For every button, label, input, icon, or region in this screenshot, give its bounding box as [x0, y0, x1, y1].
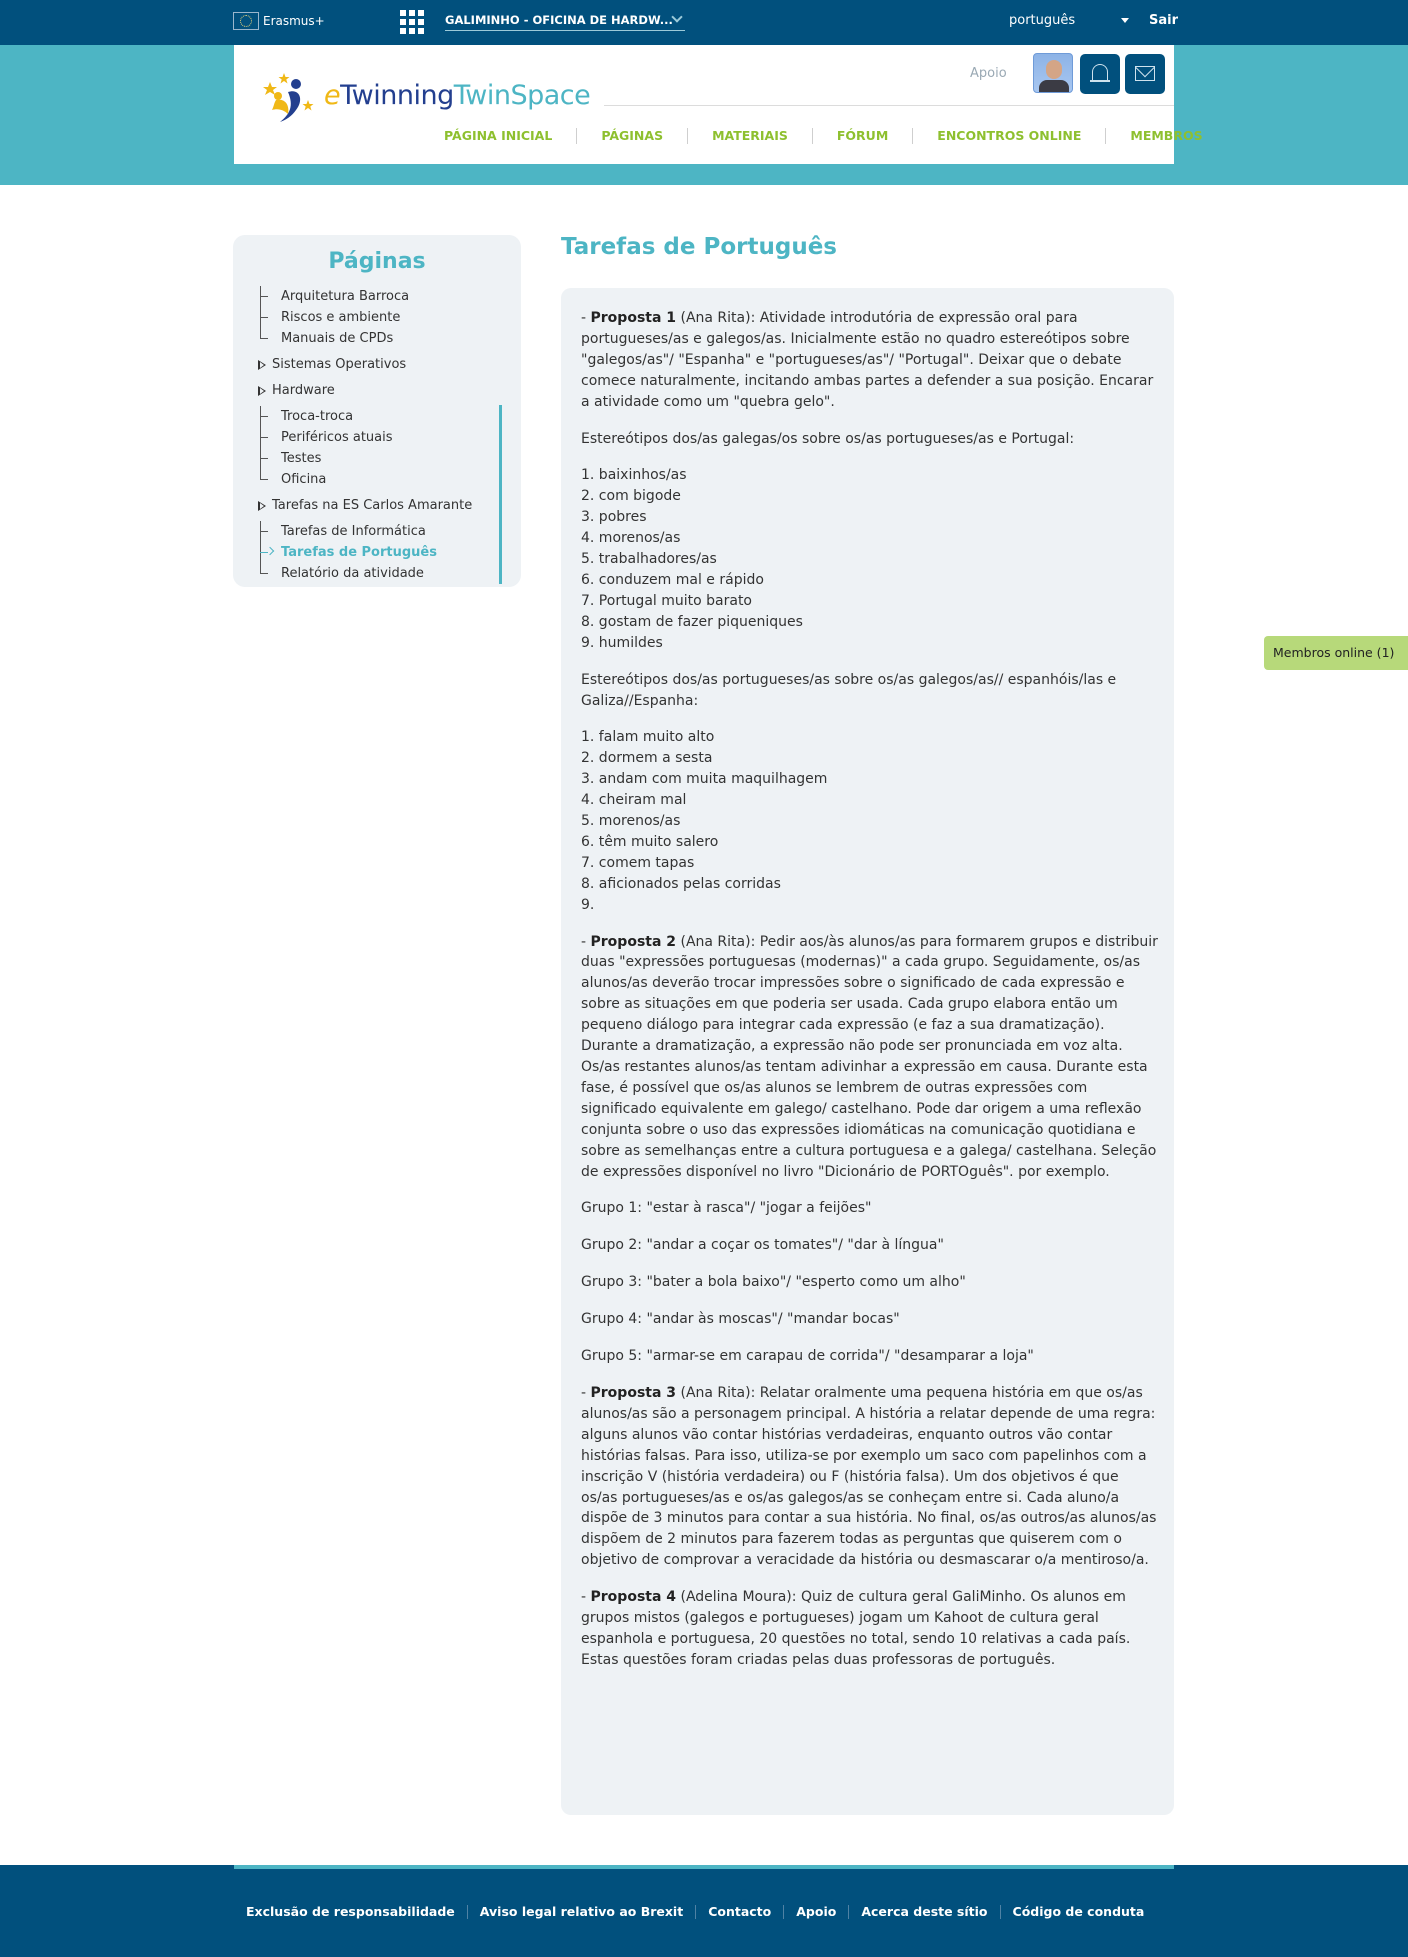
- list2: 1. falam muito alto 2. dormem a sesta 3. andam com muita maquilhagem 4. cheiram mal 5. morenos/as 6. têm muito salero 7. comem tapas 8. aficionados pelas corridas 9.: [581, 729, 828, 913]
- group-5: Grupo 5: "armar-se em carapau de corrida"/ "desamparar a loja": [581, 1348, 1034, 1365]
- tree-folder-tarefas-es-carlos-amarante[interactable]: Tarefas na ES Carlos Amarante: [257, 495, 507, 516]
- group-4: Grupo 4: "andar às moscas"/ "mandar bocas": [581, 1311, 900, 1328]
- language-label: português: [1009, 13, 1076, 28]
- group-2: Grupo 2: "andar a coçar os tomates"/ "dar à língua": [581, 1237, 944, 1254]
- tree-item-testes[interactable]: Testes: [257, 448, 507, 469]
- pages-tree: [257, 286, 507, 584]
- logout-link[interactable]: Sair: [1149, 13, 1179, 28]
- footer-accent-line: [234, 1865, 1174, 1869]
- proposal-1: - Proposta 1 (Ana Rita): Atividade introdutória de expressão oral para portugueses/as e galegos/as. Inicialmente estão no quadro estereótipos sobre "galegos/as"/ "Espanha" e "portugueses/as"/ "Portugal". Deixar que o debate comece naturalmente, incitando ambas partes a defender a sua posição. Encarar a atividade como um "quebra gelo".: [581, 310, 1154, 410]
- nav-materials[interactable]: MATERIAIS: [688, 128, 813, 144]
- proposal-2: - Proposta 2 (Ana Rita): Pedir aos/às alunos/as para formarem grupos e distribuir duas "expressões portuguesas (modernas)" a cada grupo. Seguidamente, os/as alunos/as deverão trocar impressões sobre o significado de cada expressão e sobre as situações em que poderia ser usada. Cada grupo elabora então um pequeno diálogo para integrar cada expressão (e faz a sua dramatização). Durante a dramatização, a expressão não pode ser pronunciada em voz alta. Os/as restantes alunos/as tentam adivinhar a expressão em causa. Durante esta fase, é possível que os/as alunos se lembrem de outras expressões com significado equivalente em galego/ castelhano. Pode dar origem a uma reflexão conjunta sobre o uso das expressões idiomáticas na comunicação quotidiana e sobre as semelhanças entre a cultura portuguesa e a galega/ castelhana. Seleção de expressões disponível no livro "Dicionário de PORTOguês". por exemplo.: [581, 933, 1158, 1180]
- notifications-button[interactable]: [1080, 54, 1120, 94]
- content-text: [581, 308, 1159, 1687]
- caret-down-icon: [1121, 18, 1129, 23]
- list1: 1. baixinhos/as 2. com bigode 3. pobres 4. morenos/as 5. trabalhadores/as 6. conduzem mal e rápido 7. Portugal muito barato 8. gostam de fazer piqueniques 9. humildes: [581, 467, 803, 651]
- list2-title: Estereótipos dos/as portugueses/as sobre os/as galegos/as// espanhóis/las e Galiza//Espanha:: [581, 671, 1117, 709]
- footer-link-support[interactable]: Apoio: [784, 1905, 849, 1919]
- mail-icon: [1135, 66, 1155, 81]
- language-selector[interactable]: [1009, 13, 1129, 28]
- footer-link-about[interactable]: Acerca deste sítio: [849, 1905, 1000, 1919]
- tree-item-manuais-cpds[interactable]: Manuais de CPDs: [257, 328, 507, 349]
- pages-sidebar: [233, 235, 521, 587]
- footer-links: [234, 1905, 1156, 1919]
- eu-flag-icon: [233, 12, 259, 30]
- messages-button[interactable]: [1125, 54, 1165, 94]
- tree-folder-sistemas-operativos[interactable]: Sistemas Operativos: [257, 354, 507, 375]
- logo-wordmark: eTwinningTwinSpace: [324, 80, 591, 111]
- chevron-down-icon: [671, 11, 682, 22]
- tree-item-arquitetura-barroca[interactable]: Arquitetura Barroca: [257, 286, 507, 307]
- site-footer: [0, 1865, 1408, 1957]
- top-bar: [0, 0, 1408, 45]
- group-3: Grupo 3: "bater a bola baixo"/ "esperto como um alho": [581, 1274, 966, 1291]
- tree-item-troca-troca[interactable]: Troca-troca: [257, 406, 507, 427]
- nav-home[interactable]: PÁGINA INICIAL: [420, 128, 577, 144]
- tree-item-tarefas-portugues[interactable]: Tarefas de Português: [257, 542, 507, 563]
- erasmus-label: Erasmus+: [263, 14, 325, 28]
- project-selector[interactable]: [445, 13, 685, 31]
- tree-folder-hardware[interactable]: Hardware: [257, 380, 507, 401]
- nav-forum[interactable]: FÓRUM: [813, 128, 913, 144]
- sidebar-scrollbar[interactable]: [499, 405, 502, 584]
- proposal-3: - Proposta 3 (Ana Rita): Relatar oralmente uma pequena história em que os/as alunos/as são a personagem principal. A história a relatar depende de uma regra: alguns alunos vão contar histórias verdadeiras, enquanto outros vão contar histórias falsas. Para isso, utiliza-se por exemplo um saco com papelinhos com a inscrição V (história verdadeira) ou F (história falsa). Um dos objetivos é que os/as portugueses/as e os/as galegos/as se conheçam entre si. Cada aluno/a dispõe de 3 minutos para contar a sua história. No final, os/as outros/as alunos/as dispõem de 2 minutos para fazerem todas as perguntas que quiserem com o objetivo de comprovar a veracidade da história ou desmascarar o/a mentiroso/a.: [581, 1384, 1157, 1569]
- footer-link-disclaimer[interactable]: Exclusão de responsabilidade: [234, 1905, 468, 1919]
- proposal-4: - Proposta 4 (Adelina Moura): Quiz de cultura geral GaliMinho. Os alunos em grupos mistos (galegos e portugueses) jogam um Kahoot de cultura geral espanhola e portuguesa, 20 questões no total, sendo 10 relativas a cada país. Estas questões foram criadas pelas duas professoras de português.: [581, 1589, 1131, 1668]
- project-name: GALIMINHO - OFICINA DE HARDW...: [445, 13, 673, 27]
- group-1: Grupo 1: "estar à rasca"/ "jogar a feijões": [581, 1200, 872, 1217]
- list1-title: Estereótipos dos/as galegas/os sobre os/as portugueses/as e Portugal:: [581, 430, 1075, 447]
- bell-icon: [1092, 64, 1108, 80]
- etwinning-figure-icon: [260, 70, 324, 130]
- apps-grid-icon[interactable]: [400, 10, 424, 34]
- site-header: [234, 45, 1203, 164]
- page-title: Tarefas de Português: [561, 234, 837, 260]
- user-avatar[interactable]: [1033, 53, 1073, 93]
- erasmus-link[interactable]: [233, 12, 325, 30]
- nav-pages[interactable]: PÁGINAS: [577, 128, 688, 144]
- sidebar-title: Páginas: [328, 249, 426, 274]
- footer-link-contact[interactable]: Contacto: [696, 1905, 784, 1919]
- footer-link-code-of-conduct[interactable]: Código de conduta: [1012, 1904, 1145, 1919]
- current-page-arrow-icon: [266, 547, 274, 555]
- footer-link-brexit[interactable]: Aviso legal relativo ao Brexit: [468, 1905, 696, 1919]
- nav-online-meetings[interactable]: ENCONTROS ONLINE: [913, 128, 1106, 144]
- main-nav: [420, 128, 1203, 144]
- tree-item-tarefas-informatica[interactable]: Tarefas de Informática: [257, 521, 507, 542]
- tree-item-perifericos-atuais[interactable]: Periféricos atuais: [257, 427, 507, 448]
- tree-item-riscos-ambiente[interactable]: Riscos e ambiente: [257, 307, 507, 328]
- tree-item-oficina[interactable]: Oficina: [257, 469, 507, 490]
- etwinning-logo[interactable]: [260, 70, 591, 130]
- online-members-tab[interactable]: Membros online (1): [1264, 636, 1408, 670]
- header-divider: [604, 105, 1174, 106]
- nav-members[interactable]: MEMBROS: [1130, 128, 1203, 143]
- support-link[interactable]: Apoio: [970, 66, 1007, 81]
- page-content: [561, 288, 1174, 1815]
- tree-item-relatorio-atividade[interactable]: Relatório da atividade: [257, 563, 507, 584]
